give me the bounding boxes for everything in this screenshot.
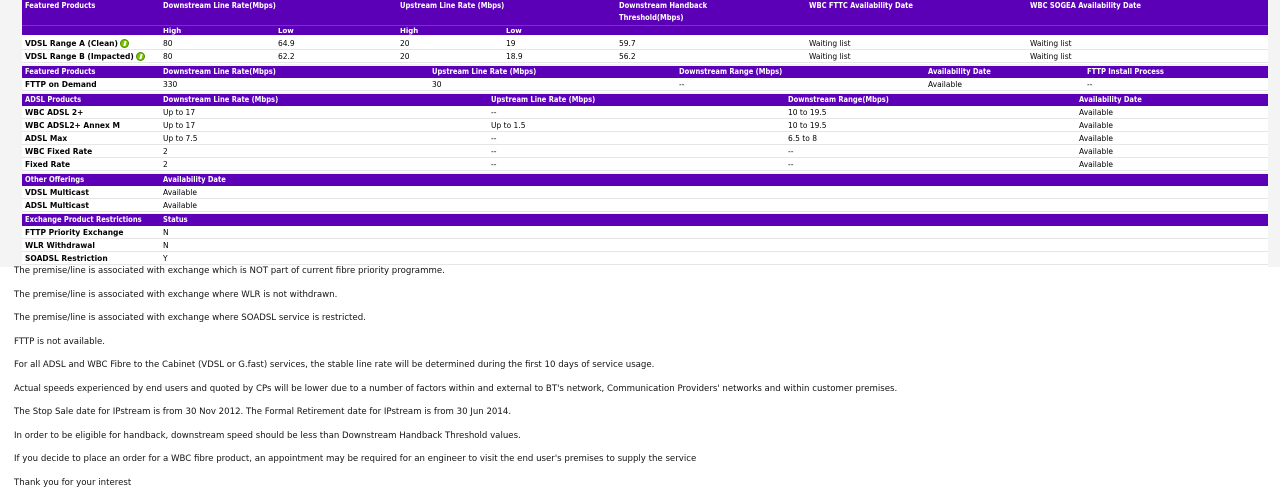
col-downstream-range: Downstream Range(Mbps)	[788, 95, 889, 104]
fttp-header	[22, 66, 1268, 78]
cell: 19	[506, 39, 516, 48]
cell: 62.2	[278, 52, 295, 61]
note-thank-you: Thank you for your interest	[14, 478, 132, 488]
col-availability-date: Availability Date	[163, 175, 226, 184]
cell: Up to 17	[163, 121, 196, 130]
col-status: Status	[163, 215, 188, 224]
col-featured-products: Featured Products	[25, 1, 96, 10]
cell: N	[163, 241, 169, 250]
cell: --	[1087, 80, 1093, 89]
col-downstream-range: Downstream Range (Mbps)	[679, 67, 783, 76]
sub-down-low: Low	[278, 27, 294, 35]
product-name: FTTP on Demand	[25, 80, 97, 89]
note-handback: In order to be eligible for handback, downstream speed should be less than Downstream Handback Threshold values.	[14, 431, 521, 441]
col-upstream-rate: Upstream Line Rate (Mbps)	[400, 1, 505, 10]
cell: 30	[432, 80, 442, 89]
note-appointment: If you decide to place an order for a WBC fibre product, an appointment may be required for an engineer to visit the end user's premises to supply the service	[14, 454, 697, 464]
table-row	[22, 199, 1268, 212]
cell: --	[491, 108, 497, 117]
cell: N	[163, 228, 169, 237]
table-row	[22, 239, 1268, 252]
col-handback-threshold: Threshold(Mbps)	[619, 13, 684, 22]
cell: 59.7	[619, 39, 636, 48]
cell: Waiting list	[1030, 39, 1072, 48]
featured-header	[22, 0, 1268, 25]
cell: Waiting list	[809, 52, 851, 61]
green-info-icon[interactable]	[136, 52, 145, 61]
cell: --	[491, 160, 497, 169]
cell: 10 to 19.5	[788, 121, 827, 130]
table-row	[22, 78, 1268, 91]
table-row	[22, 186, 1268, 199]
restriction-name: FTTP Priority Exchange	[25, 228, 124, 237]
note-soadsl: The premise/line is associated with exchange where SOADSL service is restricted.	[14, 313, 366, 323]
green-info-icon[interactable]	[120, 39, 129, 48]
cell: --	[788, 147, 794, 156]
col-adsl-products: ADSL Products	[25, 95, 82, 104]
col-fttc-date: WBC FTTC Availability Date	[809, 1, 913, 10]
table-row	[22, 132, 1268, 145]
product-name: ADSL Max	[25, 134, 68, 143]
cell: Up to 7.5	[163, 134, 198, 143]
cell: --	[491, 134, 497, 143]
cell: Available	[928, 80, 962, 89]
note-ipstream: The Stop Sale date for IPstream is from 30 Nov 2012. The Formal Retirement date for IPstream is from 30 Jun 2014.	[14, 407, 512, 417]
cell: Waiting list	[809, 39, 851, 48]
sub-up-high: High	[400, 27, 419, 35]
cell: 20	[400, 39, 410, 48]
adsl-table	[22, 94, 1268, 172]
cell: Available	[163, 188, 197, 197]
table-row	[22, 37, 1268, 50]
cell: --	[491, 147, 497, 156]
col-downstream-rate: Downstream Line Rate (Mbps)	[163, 95, 279, 104]
col-downstream-rate: Downstream Line Rate(Mbps)	[163, 1, 276, 10]
col-sogea-date: WBC SOGEA Availability Date	[1030, 1, 1141, 10]
other-header	[22, 174, 1268, 186]
cell: --	[679, 80, 685, 89]
cell: 10 to 19.5	[788, 108, 827, 117]
sub-down-high: High	[163, 27, 182, 35]
table-row	[22, 50, 1268, 63]
cell: Available	[1079, 121, 1113, 130]
exchange-restrictions-table	[22, 214, 1268, 267]
cell: Up to 17	[163, 108, 196, 117]
cell: Waiting list	[1030, 52, 1072, 61]
product-name: Fixed Rate	[25, 160, 71, 169]
product-name: ADSL Multicast	[25, 201, 89, 210]
cell: 80	[163, 52, 173, 61]
col-availability-date: Availability Date	[1079, 95, 1142, 104]
table-row	[22, 106, 1268, 119]
col-handback: Downstream Handback	[619, 1, 708, 10]
cell: 56.2	[619, 52, 636, 61]
featured-subheader	[22, 25, 1268, 35]
featured-products-table	[22, 0, 1268, 64]
note-fibre-priority: The premise/line is associated with exchange which is NOT part of current fibre priority programme.	[14, 266, 445, 276]
restrictions-header	[22, 214, 1268, 226]
cell: Up to 1.5	[491, 121, 526, 130]
cell: Available	[1079, 147, 1113, 156]
product-name: WBC Fixed Rate	[25, 147, 93, 156]
table-row	[22, 119, 1268, 132]
col-availability-date: Availability Date	[928, 67, 991, 76]
cell: 64.9	[278, 39, 295, 48]
cell: Available	[163, 201, 197, 210]
col-upstream-rate: Upstream Line Rate (Mbps)	[432, 67, 537, 76]
fttp-table	[22, 66, 1268, 92]
product-name: VDSL Multicast	[25, 188, 89, 197]
cell: 80	[163, 39, 173, 48]
col-featured-products: Featured Products	[25, 67, 96, 76]
sub-up-low: Low	[506, 27, 522, 35]
col-restrictions: Exchange Product Restrictions	[25, 215, 142, 224]
cell: Available	[1079, 160, 1113, 169]
table-row	[22, 252, 1268, 265]
cell: 330	[163, 80, 178, 89]
table-row	[22, 145, 1268, 158]
note-wlr: The premise/line is associated with exchange where WLR is not withdrawn.	[14, 290, 338, 300]
cell: 6.5 to 8	[788, 134, 817, 143]
restriction-name: WLR Withdrawal	[25, 241, 95, 250]
other-offerings-table	[22, 174, 1268, 213]
cell: 2	[163, 160, 168, 169]
adsl-header	[22, 94, 1268, 106]
note-actual-speeds: Actual speeds experienced by end users and quoted by CPs will be lower due to a number of factors within and external to BT's network, Communication Providers' networks and within customer premises.	[14, 384, 898, 394]
product-name: WBC ADSL2+ Annex M	[25, 121, 120, 130]
cell: Available	[1079, 134, 1113, 143]
cell: 20	[400, 52, 410, 61]
cell: --	[788, 160, 794, 169]
table-row	[22, 158, 1268, 171]
cell: 2	[163, 147, 168, 156]
product-name: VDSL Range A (Clean)	[25, 39, 129, 48]
note-fttp: FTTP is not available.	[14, 337, 105, 347]
cell: Available	[1079, 108, 1113, 117]
product-name: VDSL Range B (Impacted)	[25, 52, 145, 61]
cell: 18.9	[506, 52, 523, 61]
table-row	[22, 226, 1268, 239]
cell: Y	[163, 254, 168, 263]
col-upstream-rate: Upstream Line Rate (Mbps)	[491, 95, 596, 104]
restriction-name: SOADSL Restriction	[25, 254, 108, 263]
col-other-offerings: Other Offerings	[25, 175, 85, 184]
note-stable-rate: For all ADSL and WBC Fibre to the Cabinet (VDSL or G.fast) services, the stable line rate will be determined during the first 10 days of service usage.	[14, 360, 655, 370]
col-install-process: FTTP Install Process	[1087, 67, 1164, 76]
col-downstream-rate: Downstream Line Rate(Mbps)	[163, 67, 276, 76]
product-name: WBC ADSL 2+	[25, 108, 84, 117]
